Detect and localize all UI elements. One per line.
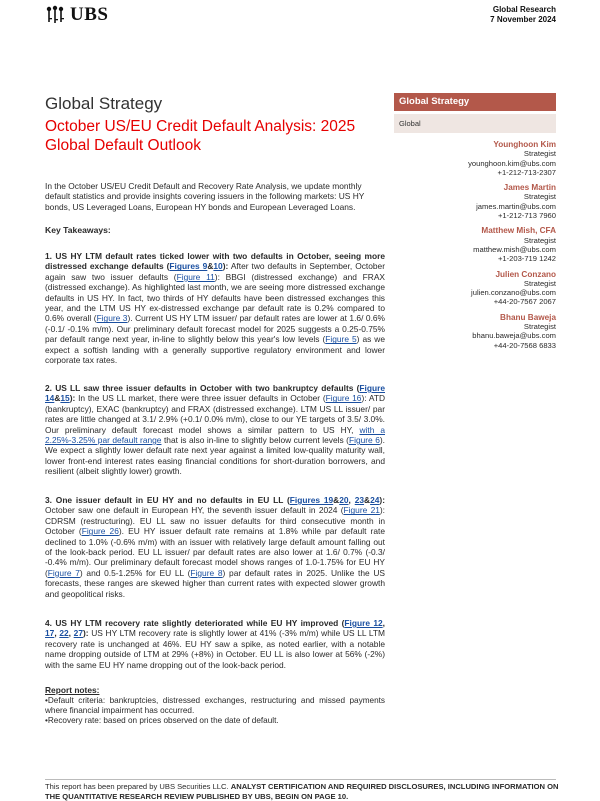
analyst-name: Julien Conzano <box>495 269 556 279</box>
analyst-role: Strategist <box>523 235 556 245</box>
link-figure-19[interactable]: Figures 19 <box>289 495 334 505</box>
footer-prepared-by: This report has been prepared by UBS Securities LLC. <box>45 782 231 791</box>
intro-paragraph: In the October US/EU Credit Default and Recovery Rate Analysis, we update monthly default statistics and provide insights covering issuers in the following markets: US HY bonds, US Leveraged Loans, European HY bonds and European Leveraged Loans. <box>45 181 365 212</box>
analyst-phone: +1-203-719 1242 <box>497 254 556 264</box>
analyst-email[interactable]: matthew.mish@ubs.com <box>473 244 556 254</box>
analyst-role: Strategist <box>523 322 556 332</box>
link-figure-26[interactable]: Figure 26 <box>81 526 119 537</box>
footer-certification: ANALYST CERTIFICATION AND REQUIRED DISCLOSURES, INCLUDING INFORMATION ON THE QUANTITATIVE RESEARCH REVIEW PUBLISHED BY UBS, BEGIN ON PAGE 10. <box>45 782 559 801</box>
footer-divider <box>45 779 556 780</box>
key-takeaways-heading: Key Takeaways: <box>45 225 111 235</box>
link-figure-5[interactable]: Figure 5 <box>325 334 357 345</box>
analyst-email[interactable]: james.martin@ubs.com <box>476 201 556 211</box>
analyst-name: Matthew Mish, CFA <box>481 226 556 236</box>
takeaway-1: 1. US HY LTM default rates ticked lower with two defaults in October, seeing more distressed exchange defaults (Figures 9&10): After two defaults in September, October again saw two issuer defaults (Figure 11): BBGI (distressed exchange) and FRAX (distressed exchange). As highlighted last month, we are seeing more distressed exchange defaults in US HY. In fact, two thirds of HY defaults have been distressed exchanges this year, and the LTM US HY ex-distressed exchange par default rate is 0.2% compared to 0.6% overall (Figure 3). Current US HY LTM issuer/ par default rates are lower at 1.6/ 0.6% (-0.1/ -0.1% m/m). Our preliminary default forecast model for 2025 suggests a 0.25-0.75% par default range next year, in-line to slightly below this year's low levels (Figure 5) as we expect a softish landing with a generally supportive regulatory environment and lower corporate tax rates. <box>45 251 385 366</box>
takeaway-2-lead: 2. US LL saw three issuer defaults in October with two bankruptcy defaults (Figure 14&15): <box>45 383 385 404</box>
sidebar-title: Global Strategy <box>394 93 556 111</box>
link-figure-8[interactable]: Figure 8 <box>190 567 223 578</box>
link-figure-10[interactable]: 10 <box>213 261 223 272</box>
sidebar-subtitle: Global <box>394 114 556 133</box>
analyst-card <box>396 183 556 220</box>
keys-icon <box>44 5 66 25</box>
analyst-email[interactable]: julien.conzano@ubs.com <box>471 288 556 298</box>
report-date: 7 November 2024 <box>490 15 556 24</box>
header-meta <box>490 5 556 25</box>
link-figure-6[interactable]: Figure 6 <box>348 435 380 446</box>
analyst-card <box>396 140 556 177</box>
report-subtitle: October US/EU Credit Default Analysis: 2025 Global Default Outlook <box>45 118 356 154</box>
link-figure-22[interactable]: 22 <box>59 628 69 639</box>
note-item: •Recovery rate: based on prices observed on the date of default. <box>45 716 279 726</box>
link-figure-23[interactable]: 23 <box>354 495 365 505</box>
link-par-default-range[interactable]: with a 2.25%-3.25% par default range <box>45 424 385 446</box>
link-figure-20[interactable]: 20 <box>339 495 349 505</box>
link-figure-3[interactable]: Figure 3 <box>96 313 128 324</box>
analyst-phone: +1-212-713 7960 <box>497 211 556 221</box>
analyst-email[interactable]: bhanu.baweja@ubs.com <box>472 331 556 341</box>
link-figure-14[interactable]: Figure 14 <box>45 383 385 404</box>
link-figure-15[interactable]: 15 <box>60 393 70 404</box>
analyst-phone: +1-212-713-2307 <box>497 167 556 177</box>
logo-text: UBS <box>70 4 109 25</box>
takeaway-3-lead: 3. One issuer default in EU HY and no defaults in EU LL (Figures 19&20, 23&24): <box>45 495 385 505</box>
analyst-list <box>396 140 556 356</box>
note-item: •Default criteria: bankruptcies, distressed exchanges, restructuring and missed payments where financial impairment has occurred. <box>45 696 385 716</box>
page-title: Global Strategy <box>45 94 163 113</box>
analyst-name: Younghoon Kim <box>493 140 556 149</box>
link-figure-24[interactable]: 24 <box>370 495 380 505</box>
footer-disclosure <box>45 782 565 801</box>
analyst-role: Strategist <box>523 278 556 288</box>
link-figure-12[interactable]: Figure 12 <box>344 618 383 628</box>
report-type: Global Research <box>492 5 556 14</box>
link-figure-17[interactable]: 17 <box>45 628 55 639</box>
analyst-email[interactable]: younghoon.kim@ubs.com <box>468 158 556 168</box>
analyst-phone: +44-20-7568 6833 <box>493 340 556 350</box>
analyst-card <box>396 226 556 263</box>
link-figure-21[interactable]: Figure 21 <box>343 505 380 516</box>
link-figure-7[interactable]: Figure 7 <box>47 567 80 578</box>
link-figure-11[interactable]: Figure 11 <box>176 271 215 282</box>
takeaway-2: 2. US LL saw three issuer defaults in October with two bankruptcy defaults (Figure 14&15): In the US LL market, there were three issuer defaults in October (Figure 16): ATD (bankruptcy), EXAC (bankruptcy) and FRAX (distressed exchange). LTM US LL issuer/ par rates are little changed at 3.1/ 2.9% (+0.1/ 0.0% m/m), close to our YE targets of 3.5/ 3.0%. Our preliminary default forecast model shows a similar pattern to US HY, with a 2.25%-3.25% par default range that is also in-line to slightly below current levels (Figure 6). We expect a slightly lower default rate next year against a limited low-quality maturity wall, lower front-end interest rates easing financial conditions for short-duration borrowers, and resilient (albeit slightly lower) growth. <box>45 383 385 477</box>
analyst-role: Strategist <box>523 149 556 159</box>
analyst-name: Bhanu Baweja <box>500 312 556 322</box>
takeaway-4: 4. US HY LTM recovery rate slightly deteriorated while EU HY improved (Figure 12, 17, 22, 27): US HY LTM recovery rate is slightly lower at 41% (-3% m/m) while US LL LTM recovery rate is unchanged at 46%. EU HY saw a spike, as noted earlier, with a notable name dropping outside of LTM at 29% (+8%) in October. EU LL is also lower at 56% (-2%) with the same EU HY name dropping out of the look-back period. <box>45 618 386 670</box>
takeaway-4-lead: 4. US HY LTM recovery rate slightly deteriorated while EU HY improved (Figure 12, 17, 22, 27): <box>45 618 385 639</box>
takeaway-1-lead: 1. US HY LTM default rates ticked lower with two defaults in October, seeing more distressed exchange defaults (Figures 9&10): <box>45 251 385 272</box>
takeaway-3: 3. One issuer default in EU HY and no defaults in EU LL (Figures 19&20, 23&24): October saw one default in European HY, the seventh issuer default in 2024 (Figure 21): CDRSM (restructuring). EU LL saw no issuer defaults for third consecutive month in October (Figure 26). EU HY issuer default rate remains at 1.8% while par default rate declined to 1.0% (-0.6% m/m) with an issuer with relatively large default amount falling out of the look-back period. EU LL issuer/ par default rates are also lower at 1.6/ 0.7% (-0.3/ -0.4% m/m). Our preliminary default forecast model shows ranges of 1.0-1.75% for EU HY (Figure 7) and 0.5-1.25% for EU LL (Figure 8) par default rates in 2025. Unlike the US forecasts, these ranges are skewed higher than current rates with expected slower growth and geopolitical risks. <box>45 495 386 599</box>
analyst-card <box>396 313 556 350</box>
link-figure-27[interactable]: 27 <box>73 628 83 639</box>
analyst-card <box>396 270 556 307</box>
report-notes <box>45 696 385 727</box>
report-notes-heading: Report notes: <box>45 685 100 695</box>
analyst-name: James Martin <box>503 183 556 193</box>
analyst-role: Strategist <box>523 192 556 202</box>
ubs-logo <box>44 4 108 26</box>
link-figure-16[interactable]: Figure 16 <box>325 393 362 404</box>
link-figure-9[interactable]: Figures 9 <box>169 261 208 272</box>
analyst-phone: +44-20-7567 2067 <box>493 297 556 307</box>
